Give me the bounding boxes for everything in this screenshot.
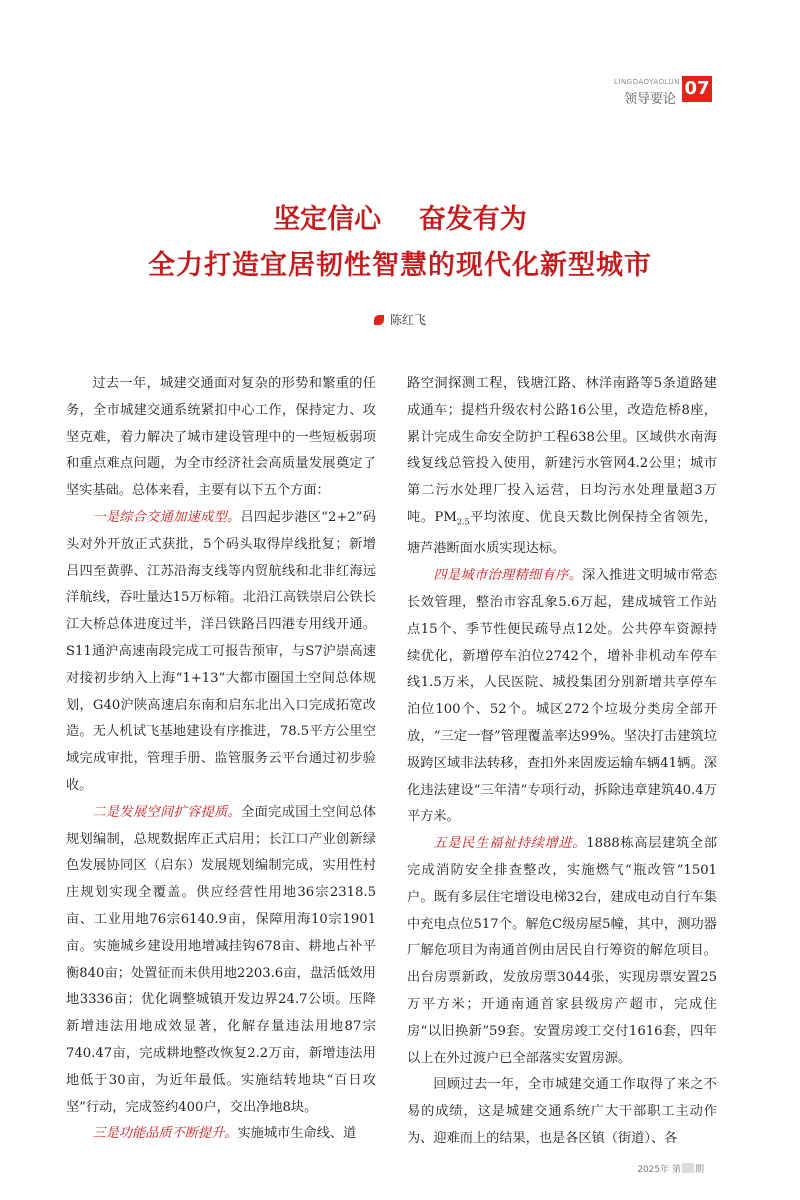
page-number: 07 (682, 76, 712, 102)
column-pinyin: LINGDAOYAOLUN (613, 78, 680, 86)
lead-phrase: 二是发展空间扩容提质。 (92, 804, 242, 820)
column-name: 领导要论 (623, 92, 676, 107)
left-column (66, 371, 376, 1148)
paragraph: 五是民生福祉持续增进。1888栋高层建筑全部完成消防安全排查整改，实施燃气“瓶改管”1501户。既有多层住宅增设电梯32台，建成电动自行车集中充电点位517个。解危C级房屋5幢，其中，测功器厂解危项目为南通首例由居民自行筹资的解危项目。出台房票新政，发放房票3044张，实现房票安置25万平方米；开通南通首家县级房产超市，完成住房“以旧换新”59套。安置房竣工交付1616套，四年以上在外过渡户已全部落实安置房源。 (407, 836, 718, 1066)
issue-footer: 2025年 第 期 (637, 1165, 704, 1175)
author-name: 陈红飞 (389, 313, 426, 327)
pen-icon (374, 315, 384, 325)
article-title-line2: 全力打造宜居韧性智慧的现代化新型城市 (148, 250, 652, 281)
paragraph: 二是发展空间扩容提质。全面完成国土空间总体规划编制，总规数据库正式启用；长江口产业创新绿色发展协同区（启东）发展规划编制完成，实用性村庄规划实现全覆盖。供应经营性用地36宗2318.5亩、工业用地76宗6140.9亩，保障用海10宗1901亩。实施城乡建设用地增减挂钩678亩、耕地占补平衡840亩；处置征而未供用地2203.6亩，盘活低效用地3336亩；优化调整城镇开发边界24.7公顷。压降新增违法用地成效显著，化解存量违法用地87宗740.47亩，完成耕地整改恢复2.2万亩，新增违法用地低于30亩，为近年最低。实施结转地块“百日攻坚”行动，完成签约400户，交出净地8块。 (66, 804, 377, 1115)
paragraph: 四是城市治理精细有序。深入推进文明城市常态长效管理，整治市容乱象5.6万起，建成城管工作站点15个、季节性便民疏导点12处。公共停车资源持续优化，新增停车泊位2742个，增补非机动车停车线1.5万米，人民医院、城投集团分别新增共享停车泊位100个、52个。城区272个垃圾分类房全部开放，“三定一督”管理覆盖率达99%。坚决打击建筑垃圾跨区域非法转移，查扣外来固废运输车辆41辆。深化违法建设“三年清”专项行动，拆除违章建筑40.4万平方米。 (407, 568, 718, 825)
lead-phrase: 三是功能品质不断提升。 (92, 1126, 238, 1142)
right-column (407, 371, 717, 1153)
issue-number-box (682, 1163, 694, 1173)
author-line (0, 311, 800, 328)
paragraph: 回顾过去一年，全市城建交通工作取得了来之不易的成绩，这是城建交通系统广大干部职工主动作为、迎难而上的结果，也是各区镇（街道）、各 (407, 1077, 717, 1146)
lead-phrase: 一是综合交通加速成型。 (92, 509, 241, 525)
paragraph: 过去一年，城建交通面对复杂的形势和繁重的任务，全市城建交通系统紧扣中心工作，保持定力、攻坚克难，着力解决了城市建设管理中的一些短板弱项和重点难点问题，为全市经济社会高质量发展奠定了坚实基础。总体来看，主要有以下五个方面： (66, 376, 376, 499)
paragraph: 三是功能品质不断提升。实施城市生命线、道 (92, 1126, 357, 1142)
lead-phrase: 四是城市治理精细有序。 (433, 568, 583, 584)
lead-phrase: 五是民生福祉持续增进。 (433, 836, 587, 852)
article-title-line1: 坚定信心 奋发有为 (273, 204, 527, 235)
paragraph: 路空洞探测工程，钱塘江路、林洋南路等5条道路建成通车；提档升级农村公路16公里，改造危桥8座，累计完成生命安全防护工程638公里。区域供水南海线复线总管投入使用，新建污水管网4.2公里；城市第二污水处理厂投入运营，日均污水处理量超3万吨。$PM_{2.5}$平均浓度、优良天数比例保持全省领先，塘芦港断面水质实现达标。 (407, 376, 718, 557)
paragraph: 一是综合交通加速成型。吕四起步港区“2+2”码头对外开放正式获批，5个码头取得岸线批复；新增吕四至黄骅、江苏沿海支线等内贸航线和北非红海远洋航线，吞吐量达15万标箱。北沿江高铁崇启公铁长江大桥总体进度过半，洋吕铁路吕四港专用线开通。S11通沪高速南段完成工可报告预审，与S7沪崇高速对接初步纳入上海“1+13”大都市圈国土空间总体规划，G40沪陕高速启东南和启东北出入口完成拓宽改造。无人机试飞基地建设有序推进，78.5平方公里空域完成审批，管理手册、监管服务云平台通过初步验收。 (66, 509, 376, 793)
